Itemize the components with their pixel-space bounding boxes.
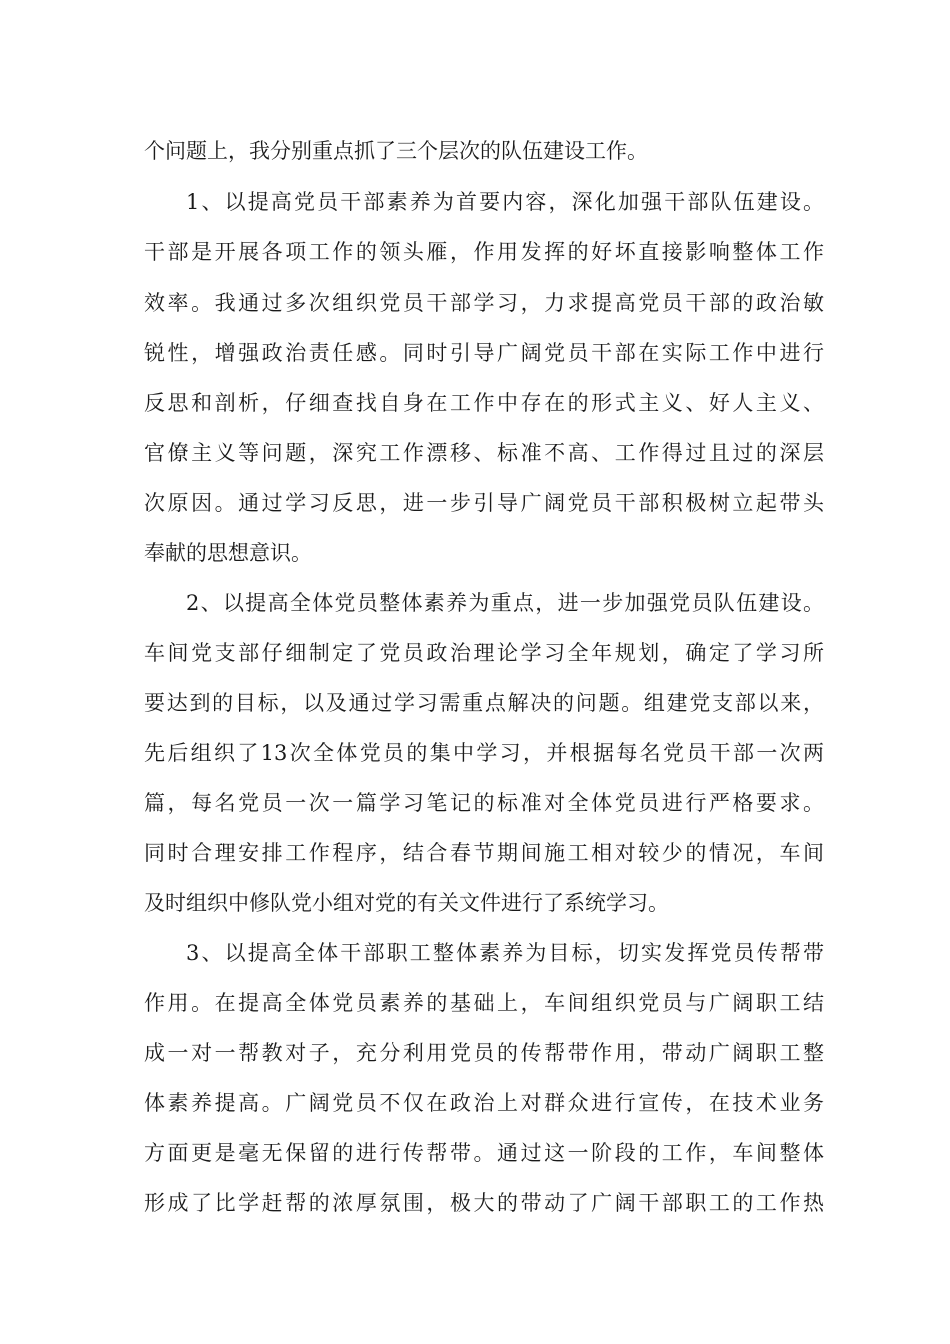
text-line: 官僚主义等问题，深究工作漂移、标准不高、工作得过且过的深层 [144,441,824,465]
text-line: 锐性，增强政治责任感。同时引导广阔党员干部在实际工作中进行 [144,341,824,365]
text-line: 成一对一帮教对子，充分利用党员的传帮带作用，带动广阔职工整 [144,1041,824,1065]
paragraph-heading: 3、以提高全体干部职工整体素养为目标，切实发挥党员传帮带 [186,941,824,965]
paragraph-heading: 2、以提高全体党员整体素养为重点，进一步加强党员队伍建设。 [186,591,824,615]
text-line: 及时组织中修队党小组对党的有关文件进行了系统学习。 [144,891,669,915]
text-line: 奉献的思想意识。 [144,541,312,565]
text-line: 效率。我通过多次组织党员干部学习，力求提高党员干部的政治敏 [144,291,824,315]
text-line: 先后组织了13次全体党员的集中学习，并根据每名党员干部一次两 [144,741,824,765]
text-line: 形成了比学赶帮的浓厚氛围，极大的带动了广阔干部职工的工作热 [144,1191,824,1215]
text-line: 方面更是毫无保留的进行传帮带。通过这一阶段的工作，车间整体 [144,1141,824,1165]
text-line: 作用。在提高全体党员素养的基础上，车间组织党员与广阔职工结 [144,991,824,1015]
text-line: 篇，每名党员一次一篇学习笔记的标准对全体党员进行严格要求。 [144,791,824,815]
text-line: 次原因。通过学习反思，进一步引导广阔党员干部积极树立起带头 [144,491,824,515]
paragraph-heading: 1、以提高党员干部素养为首要内容，深化加强干部队伍建设。 [186,190,824,214]
text-line: 车间党支部仔细制定了党员政治理论学习全年规划，确定了学习所 [144,641,824,665]
text-line: 个问题上，我分别重点抓了三个层次的队伍建设工作。 [144,139,648,163]
text-line: 要达到的目标，以及通过学习需重点解决的问题。组建党支部以来， [144,691,824,715]
text-line: 同时合理安排工作程序，结合春节期间施工相对较少的情况，车间 [144,841,824,865]
text-line: 干部是开展各项工作的领头雁，作用发挥的好坏直接影响整体工作 [144,240,824,264]
text-line: 体素养提高。广阔党员不仅在政治上对群众进行宣传，在技术业务 [144,1091,824,1115]
text-line: 反思和剖析，仔细查找自身在工作中存在的形式主义、好人主义、 [144,391,824,415]
